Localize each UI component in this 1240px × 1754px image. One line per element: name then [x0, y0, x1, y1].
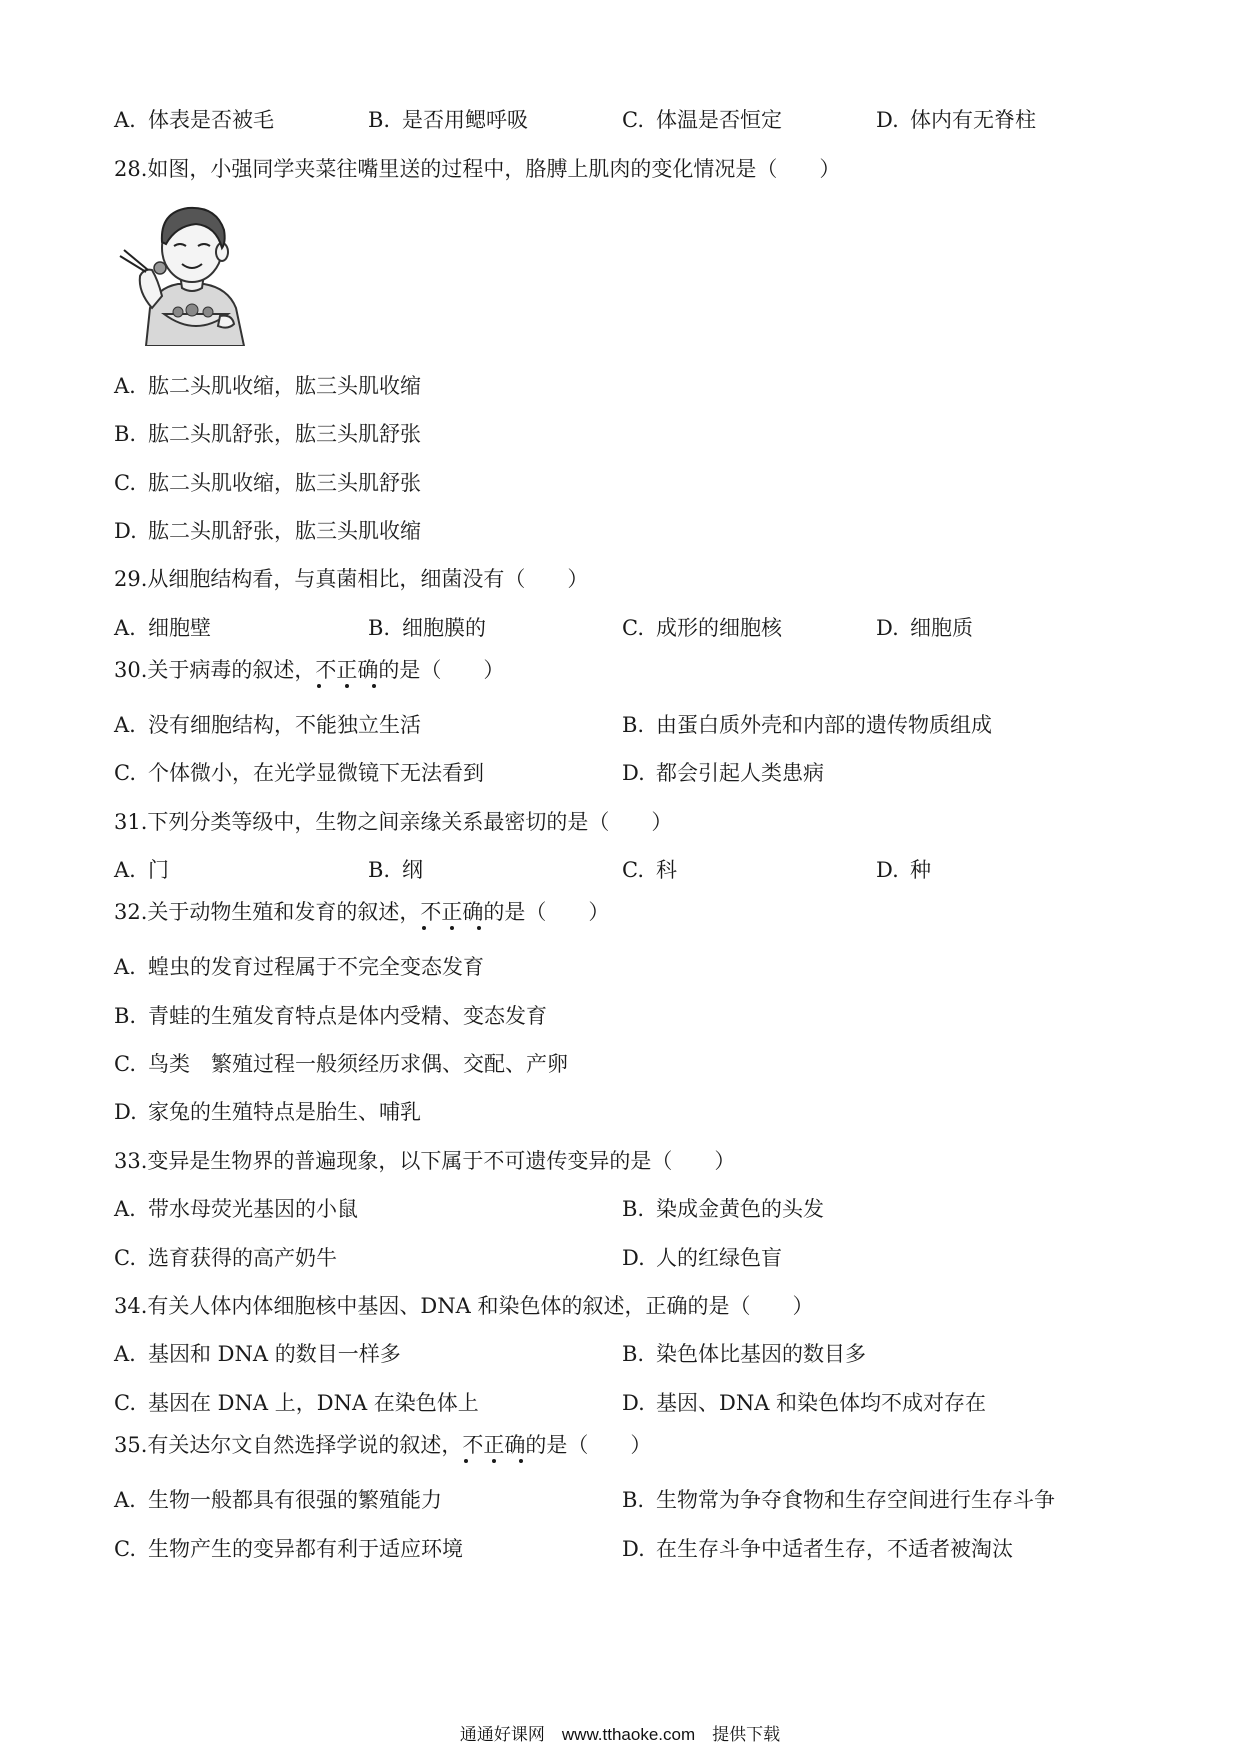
q30-option-c: C. 个体微小，在光学显微镜下无法看到: [114, 761, 484, 785]
q35-option-c: C. 生物产生的变异都有利于适应环境: [114, 1537, 463, 1561]
q34-option-c: C. 基因在 DNA 上，DNA 在染色体上: [114, 1391, 479, 1415]
q31-option-c: C. 科: [622, 858, 677, 882]
q34-option-b: B. 染色体比基因的数目多: [622, 1342, 866, 1366]
q29-option-a: A. 细胞壁: [114, 616, 211, 640]
q29-option-b: B. 细胞膜的: [368, 616, 486, 640]
q35-stem: 35.有关达尔文自然选择学说的叙述，不正确 的是（ ）: [114, 1431, 651, 1459]
q32-option-d: D. 家兔的生殖特点是胎生、哺乳: [114, 1100, 421, 1124]
q28-option-a: A. 肱二头肌收缩，肱三头肌收缩: [114, 374, 421, 398]
q35-option-b: B. 生物常为争夺食物和生存空间进行生存斗争: [622, 1488, 1055, 1512]
q34-stem: 34.有关人体内体细胞核中基因、DNA 和染色体的叙述，正确的是（ ）: [114, 1294, 814, 1318]
q27-option-b: B. 是否用鳃呼吸: [368, 108, 528, 132]
q28-option-d: D. 肱二头肌舒张，肱三头肌收缩: [114, 519, 421, 543]
q27-option-c: C. 体温是否恒定: [622, 108, 782, 132]
q32-option-b: B. 青蛙的生殖发育特点是体内受精、变态发育: [114, 1004, 547, 1028]
q31-option-a: A. 门: [114, 858, 169, 882]
q33-option-a: A. 带水母荧光基因的小鼠: [114, 1197, 358, 1221]
q31-option-d: D. 种: [876, 858, 931, 882]
q33-option-d: D. 人的红绿色盲: [622, 1246, 782, 1270]
q30-emphasis: 不正确: [315, 658, 378, 682]
q34-option-a: A. 基因和 DNA 的数目一样多: [114, 1342, 401, 1366]
q34-option-d: D. 基因、DNA 和染色体均不成对存在: [622, 1391, 987, 1415]
q29-option-d: D. 细胞质: [876, 616, 973, 640]
boy-eating-illustration: [116, 196, 266, 346]
emphasis-dots: [317, 684, 376, 690]
q29-stem: 29.从细胞结构看，与真菌相比，细菌没有（ ）: [114, 567, 589, 591]
footer-download-notice: 通通好课网 www.tthaoke.com 提供下载: [459, 1725, 781, 1744]
q33-option-c: C. 选育获得的高产奶牛: [114, 1246, 337, 1270]
q30-option-a: A. 没有细胞结构，不能独立生活: [114, 713, 421, 737]
q35-emphasis: 不正确: [462, 1433, 525, 1457]
q31-stem: 31.下列分类等级中，生物之间亲缘关系最密切的是（ ）: [114, 810, 673, 834]
q32-stem: 32.关于动物生殖和发育的叙述，不正确 的是（ ）: [114, 898, 609, 926]
q30-option-b: B. 由蛋白质外壳和内部的遗传物质组成: [622, 713, 992, 737]
q35-option-a: A. 生物一般都具有很强的繁殖能力: [114, 1488, 442, 1512]
q30-option-d: D. 都会引起人类患病: [622, 761, 824, 785]
q28-option-b: B. 肱二头肌舒张，肱三头肌舒张: [114, 422, 421, 446]
q35-option-d: D. 在生存斗争中适者生存，不适者被淘汰: [622, 1537, 1013, 1561]
q30-stem: 30.关于病毒的叙述，不正确 的是（ ）: [114, 656, 504, 684]
q29-option-c: C. 成形的细胞核: [622, 616, 782, 640]
q32-emphasis: 不正确: [420, 900, 483, 924]
q32-option-a: A. 蝗虫的发育过程属于不完全变态发育: [114, 955, 484, 979]
q28-stem: 28.如图，小强同学夹菜往嘴里送的过程中，胳膊上肌肉的变化情况是（ ）: [114, 157, 841, 181]
q28-option-c: C. 肱二头肌收缩，肱三头肌舒张: [114, 471, 421, 495]
q31-option-b: B. 纲: [368, 858, 423, 882]
q33-stem: 33.变异是生物界的普遍现象，以下属于不可遗传变异的是（ ）: [114, 1149, 736, 1173]
emphasis-dots: [422, 926, 481, 932]
q27-option-d: D. 体内有无脊柱: [876, 108, 1036, 132]
q33-option-b: B. 染成金黄色的头发: [622, 1197, 824, 1221]
q27-option-a: A. 体表是否被毛: [114, 108, 274, 132]
emphasis-dots: [464, 1459, 523, 1465]
q32-option-c: C. 鸟类 繁殖过程一般须经历求偶、交配、产卵: [114, 1052, 568, 1076]
